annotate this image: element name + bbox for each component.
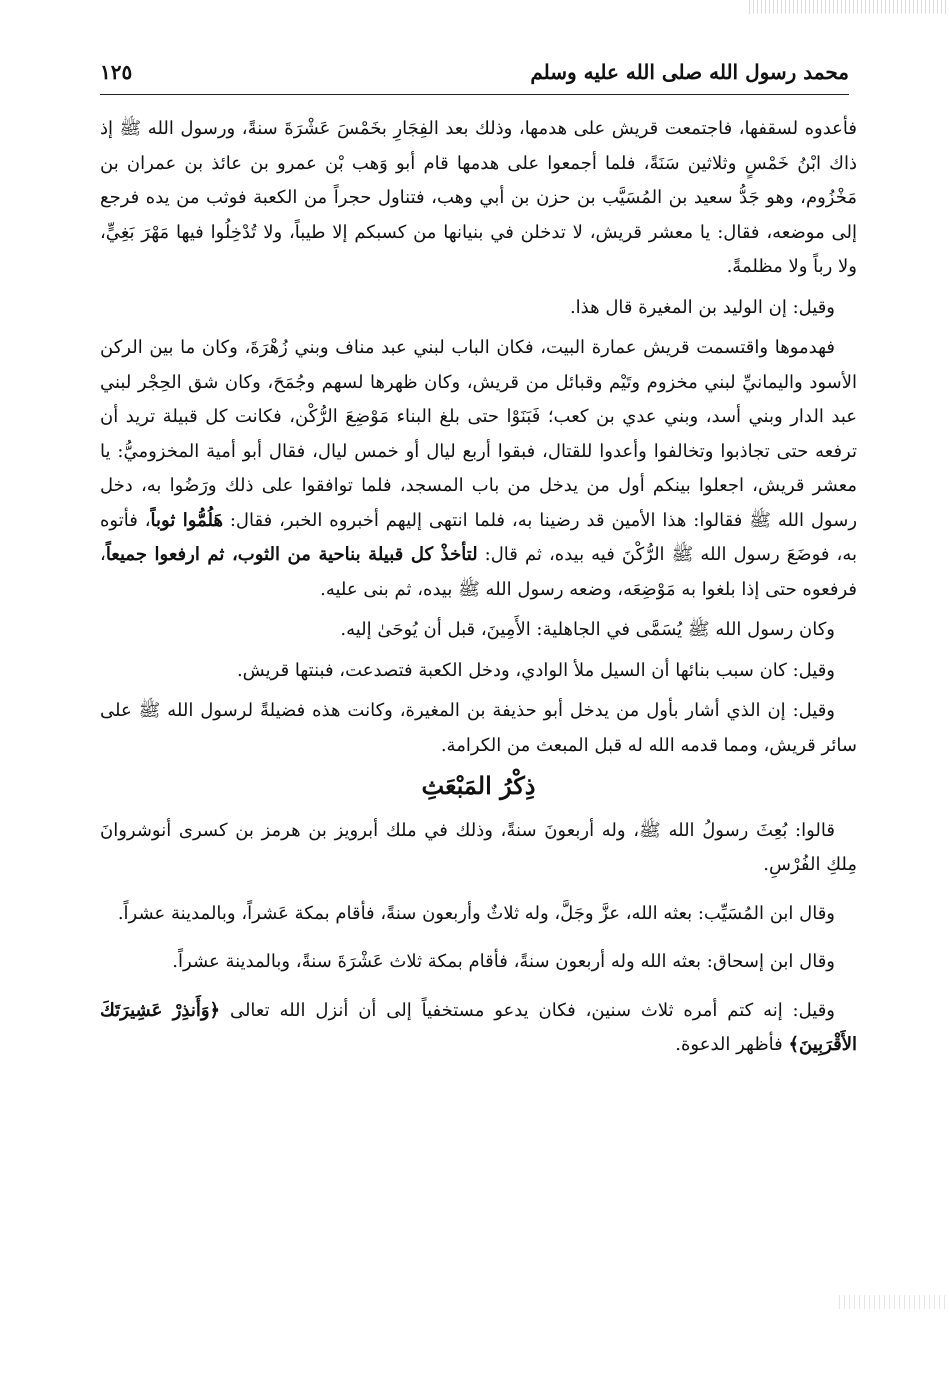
text-segment: ، فأتوه به، فوضَعَ رسول الله ﷺ الرُّكْنَ فيه بيده، ثم قال: — [100, 509, 857, 565]
page-number: ١٢٥ — [100, 60, 133, 84]
text-segment: فهدموها واقتسمت قريش عمارة البيت، فكان الباب لبني عبد مناف وبني زُهْرَةَ، وكان ما بين الركن الأسود واليمانيِّ لبني مخزوم وتَيْم وقبائل من قريش، وكان ظهرها لسهم وجُمَحَ، وكان شق الحِجْر لبني عبد الدار وبني أسد، وبني عدي بن كعب؛ فَبَنَوْا حتى بلغ البناء مَوْضِعَ الرُّكْن، فكانت كل قبيلة تريد أن ترفعه حتى تجاذبوا وتخالفوا وأعدوا للقتال، فبقوا أربع ليال أو خمس ليال، فقال أبو أمية المخزوميُّ: يا معشر قريش، اجعلوا بينكم أول من يدخل من باب المسجد، فلما توافقوا على ذلك ورَضُوا به، دخل رسول الله ﷺ فقالوا: هذا الأمين قد رضينا به، فلما انتهى إليهم أخبروه الخبر، فقال: — [100, 337, 858, 531]
text-segment: وقيل: إنه كتم أمره ثلاث سنين، فكان يدعو مستخفياً إلى أن أنزل الله تعالى — [220, 999, 835, 1021]
paragraph-al-amin: وكان رسول الله ﷺ يُسَمَّى في الجاهلية: الأَمِينَ، قبل أن يُوحَىٰ إليه. — [340, 619, 835, 640]
paragraph-flood: وقيل: كان سبب بنائها أن السيل ملأ الوادي، ودخل الكعبة فتصدعت، فبنتها قريش. — [236, 659, 835, 681]
section-title: ذِكْرُ المَبْعَثِ — [421, 771, 536, 800]
paragraph-kaaba-demolition: فأعدوه لسقفها، فاجتمعت قريش على هدمها، وذلك بعد الفِجَارِ بخَمْسَ عَشْرَةَ سنةً، ورسول الله ﷺ إذ ذاك ابْنُ خَمْسٍ وثلاثين سَنَةً، فلما أجمعوا على هدمها قام أبو وَهب بْن عمرو بن عائذ بن عمران بن مَخْزُوم، وهو جَدُّ سعيد بن المُسَيَّب بن حزن بن أبي وهب، فتناول حجراً من الكعبة فوثب من يده فرجع إلى موضعه، فقال: يا معشر قريش، لا تدخلن في بنيانها من كسبكم إلا طيباً، ولا تُدْخِلُوا فيها مَهْرَ بَغِيٍّ، ولا رباً ولا مظلمةً. — [100, 118, 857, 277]
quran-verse: ﴿وَأَنذِرْ عَشِيرَتَكَ الأَقْرَبِينَ﴾ — [100, 999, 857, 1055]
bold-quote: هَلُمُّوا ثوباً — [150, 509, 223, 531]
paragraph-secret-call — [100, 994, 857, 1063]
scan-noise — [749, 0, 949, 14]
header-rule — [100, 94, 849, 95]
text-segment: فأظهر الدعوة. — [675, 1034, 789, 1055]
page-body — [100, 112, 857, 1069]
paragraph-ibn-musayyib: وقال ابن المُسَيِّب: بعثه الله، عزَّ وجَلَّ، وله ثلاثٌ وأربعون سنةً، فأقام بمكة عَشراً، وبالمدينة عشراً. — [117, 902, 835, 924]
paragraph-walid-quote: وقيل: إن الوليد بن المغيرة قال هذا. — [569, 296, 835, 318]
scan-noise — [839, 1295, 949, 1309]
bold-quote: لتأخذْ كل قبيلة بناحية من الثوب، ثم ارفعوا جميعاً — [105, 544, 478, 565]
paragraph-kaaba-rebuilding — [100, 331, 857, 607]
paragraph-mission-age: قالوا: بُعِثَ رسولُ الله ﷺ، وله أربعونَ سنةً، وذلك في ملك أبرويز بن هرمز بن كسرى أنوشروانَ مِلكِ الفُرْسِ. — [100, 819, 857, 875]
paragraph-ibn-ishaq: وقال ابن إسحاق: بعثه الله وله أربعون سنةً، فأقام بمكة ثلاث عَشْرَةَ سنةً، وبالمدينة عشراً. — [172, 951, 835, 972]
running-title: محمد رسول الله صلى الله عليه وسلم — [530, 60, 849, 84]
text-segment: ، فرفعوه حتى إذا بلغوا به مَوْضِعَه، وضعه رسول الله ﷺ بيده، ثم بنى عليه. — [100, 544, 857, 600]
paragraph-abu-hudhayfa: وقيل: إن الذي أشار بأول من يدخل أبو حذيفة بن المغيرة، وكانت هذه فضيلةً لرسول الله ﷺ على سائر قريش، ومما قدمه الله له قبل المبعث من الكرامة. — [100, 700, 857, 756]
page-header — [100, 58, 849, 92]
